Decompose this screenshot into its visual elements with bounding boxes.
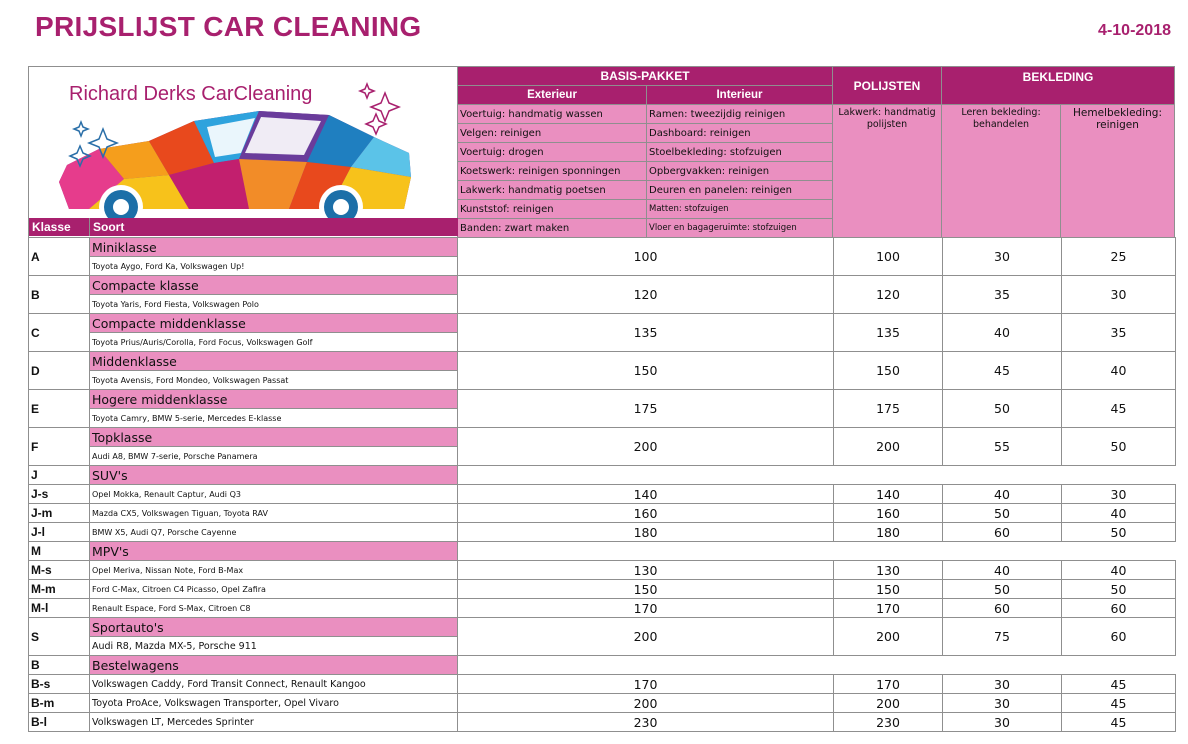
table-row [29, 561, 1176, 580]
logo-area [29, 67, 458, 238]
car-models-cell: Ford C-Max, Citroen C4 Picasso, Opel Zafira [90, 580, 458, 599]
polijsten-price: 200 [834, 428, 943, 466]
klasse-cell: J-l [29, 523, 90, 542]
hemel-price: 60 [1062, 618, 1176, 656]
table-row [29, 314, 1176, 333]
polijsten-price: 200 [834, 694, 943, 713]
logo-text: Richard Derks CarCleaning [69, 83, 313, 105]
soort-header: Soort [93, 220, 125, 234]
hemel-price: 35 [1062, 314, 1176, 352]
basis-item-ext: Koetswerk: reinigen sponningen [458, 162, 647, 181]
exterieur-header: Exterieur [458, 86, 647, 105]
leren-price: 30 [943, 675, 1062, 694]
basis-price: 140 [458, 485, 834, 504]
car-models-cell: Toyota ProAce, Volkswagen Transporter, Opel Vivaro [90, 694, 458, 713]
price-rows [28, 237, 1176, 732]
car-models-cell: Audi A8, BMW 7-serie, Porsche Panamera [90, 447, 458, 466]
interieur-header: Interieur [647, 86, 833, 105]
table-row [29, 504, 1176, 523]
table-row [29, 428, 1176, 447]
basis-item-ext: Voertuig: handmatig wassen [458, 105, 647, 124]
price-table [28, 66, 1175, 238]
basis-price: 170 [458, 675, 834, 694]
basis-header: BASIS-PAKKET [458, 67, 833, 86]
leren-price: 40 [943, 485, 1062, 504]
basis-price: 230 [458, 713, 834, 732]
category-cell: MPV's [90, 542, 458, 561]
hemel-price: 45 [1062, 694, 1176, 713]
basis-price: 150 [458, 580, 834, 599]
leren-price: 40 [943, 561, 1062, 580]
polijsten-price: 135 [834, 314, 943, 352]
leren-price: 55 [943, 428, 1062, 466]
klasse-cell: D [29, 352, 90, 390]
hemel-description: Hemelbekleding: reinigen [1061, 105, 1175, 238]
polijsten-description: Lakwerk: handmatig polijsten [833, 105, 942, 238]
basis-price: 175 [458, 390, 834, 428]
klasse-cell: J [29, 466, 90, 485]
basis-item-int: Matten: stofzuigen [647, 200, 833, 219]
basis-item-int: Deuren en panelen: reinigen [647, 181, 833, 200]
klasse-cell: F [29, 428, 90, 466]
polijsten-price: 120 [834, 276, 943, 314]
polijsten-price: 200 [834, 618, 943, 656]
car-models-cell: Volkswagen Caddy, Ford Transit Connect, Renault Kangoo [90, 675, 458, 694]
category-cell: SUV's [90, 466, 458, 485]
empty-cell [458, 542, 1176, 561]
klasse-cell: J-m [29, 504, 90, 523]
klasse-cell: J-s [29, 485, 90, 504]
basis-item-int: Opbergvakken: reinigen [647, 162, 833, 181]
klasse-cell: S [29, 618, 90, 656]
hemel-price: 50 [1062, 428, 1176, 466]
car-models-cell: Toyota Camry, BMW 5-serie, Mercedes E-klasse [90, 409, 458, 428]
polijsten-price: 150 [834, 352, 943, 390]
hemel-price: 45 [1062, 675, 1176, 694]
klasse-cell: M-m [29, 580, 90, 599]
leren-price: 50 [943, 580, 1062, 599]
hemel-price: 25 [1062, 238, 1176, 276]
basis-price: 200 [458, 428, 834, 466]
car-models-cell: Renault Espace, Ford S-Max, Citroen C8 [90, 599, 458, 618]
basis-price: 180 [458, 523, 834, 542]
category-cell: Bestelwagens [90, 656, 458, 675]
leren-price: 30 [943, 238, 1062, 276]
polijsten-price: 230 [834, 713, 943, 732]
category-cell: Hogere middenklasse [90, 390, 458, 409]
klasse-cell: B [29, 276, 90, 314]
basis-item-int: Stoelbekleding: stofzuigen [647, 143, 833, 162]
polijsten-price: 175 [834, 390, 943, 428]
car-models-cell: Toyota Yaris, Ford Fiesta, Volkswagen Polo [90, 295, 458, 314]
table-row [29, 276, 1176, 295]
table-row [29, 599, 1176, 618]
car-logo-icon [29, 67, 458, 221]
polijsten-price: 130 [834, 561, 943, 580]
leren-description: Leren bekleding: behandelen [942, 105, 1061, 238]
car-models-cell: BMW X5, Audi Q7, Porsche Cayenne [90, 523, 458, 542]
table-row [29, 485, 1176, 504]
category-cell: Compacte klasse [90, 276, 458, 295]
polijsten-price: 160 [834, 504, 943, 523]
klasse-cell: A [29, 238, 90, 276]
polijsten-price: 170 [834, 675, 943, 694]
basis-item-ext: Voertuig: drogen [458, 143, 647, 162]
column-header-bar [29, 218, 458, 236]
klasse-cell: M [29, 542, 90, 561]
car-models-cell: Audi R8, Mazda MX-5, Porsche 911 [90, 637, 458, 656]
leren-price: 45 [943, 352, 1062, 390]
hemel-price: 40 [1062, 504, 1176, 523]
category-cell: Compacte middenklasse [90, 314, 458, 333]
table-row [29, 694, 1176, 713]
basis-item-int: Dashboard: reinigen [647, 124, 833, 143]
basis-item-int: Vloer en bagageruimte: stofzuigen [647, 219, 833, 238]
hemel-price: 45 [1062, 713, 1176, 732]
basis-item-ext: Velgen: reinigen [458, 124, 647, 143]
table-row [29, 713, 1176, 732]
leren-price: 40 [943, 314, 1062, 352]
car-models-cell: Toyota Aygo, Ford Ka, Volkswagen Up! [90, 257, 458, 276]
category-cell: Sportauto's [90, 618, 458, 637]
table-row [29, 238, 1176, 257]
hemel-price: 40 [1062, 561, 1176, 580]
polijsten-price: 180 [834, 523, 943, 542]
polijsten-price: 170 [834, 599, 943, 618]
basis-item-ext: Banden: zwart maken [458, 219, 647, 238]
basis-price: 130 [458, 561, 834, 580]
klasse-cell: E [29, 390, 90, 428]
table-row [29, 675, 1176, 694]
group-row [29, 656, 1176, 675]
leren-price: 60 [943, 523, 1062, 542]
table-row [29, 523, 1176, 542]
category-cell: Miniklasse [90, 238, 458, 257]
basis-price: 200 [458, 694, 834, 713]
basis-price: 100 [458, 238, 834, 276]
klasse-header: Klasse [29, 218, 90, 236]
klasse-cell: B-l [29, 713, 90, 732]
car-models-cell: Toyota Prius/Auris/Corolla, Ford Focus, Volkswagen Golf [90, 333, 458, 352]
leren-price: 50 [943, 390, 1062, 428]
leren-price: 75 [943, 618, 1062, 656]
date-label: 4-10-2018 [1098, 22, 1171, 39]
polijsten-header: POLIJSTEN [833, 67, 942, 105]
polijsten-price: 140 [834, 485, 943, 504]
empty-cell [458, 466, 1176, 485]
table-row [29, 580, 1176, 599]
hemel-price: 50 [1062, 580, 1176, 599]
basis-price: 170 [458, 599, 834, 618]
group-row [29, 542, 1176, 561]
leren-price: 30 [943, 694, 1062, 713]
page-title: PRIJSLIJST CAR CLEANING [35, 11, 422, 42]
car-models-cell: Toyota Avensis, Ford Mondeo, Volkswagen Passat [90, 371, 458, 390]
car-models-cell: Mazda CX5, Volkswagen Tiguan, Toyota RAV [90, 504, 458, 523]
leren-price: 35 [943, 276, 1062, 314]
car-models-cell: Opel Mokka, Renault Captur, Audi Q3 [90, 485, 458, 504]
basis-price: 120 [458, 276, 834, 314]
klasse-cell: M-s [29, 561, 90, 580]
basis-price: 200 [458, 618, 834, 656]
basis-price: 160 [458, 504, 834, 523]
hemel-price: 60 [1062, 599, 1176, 618]
klasse-cell: B [29, 656, 90, 675]
basis-item-ext: Kunststof: reinigen [458, 200, 647, 219]
klasse-cell: B-m [29, 694, 90, 713]
polijsten-price: 100 [834, 238, 943, 276]
car-models-cell: Volkswagen LT, Mercedes Sprinter [90, 713, 458, 732]
hemel-price: 50 [1062, 523, 1176, 542]
empty-cell [458, 656, 1176, 675]
bekleding-header: BEKLEDING [942, 67, 1175, 105]
leren-price: 30 [943, 713, 1062, 732]
category-cell: Topklasse [90, 428, 458, 447]
group-row [29, 466, 1176, 485]
basis-price: 150 [458, 352, 834, 390]
hemel-price: 45 [1062, 390, 1176, 428]
hemel-price: 40 [1062, 352, 1176, 390]
table-row [29, 618, 1176, 637]
polijsten-price: 150 [834, 580, 943, 599]
klasse-cell: C [29, 314, 90, 352]
table-row [29, 390, 1176, 409]
category-cell: Middenklasse [90, 352, 458, 371]
car-models-cell: Opel Meriva, Nissan Note, Ford B-Max [90, 561, 458, 580]
table-row [29, 352, 1176, 371]
klasse-cell: M-l [29, 599, 90, 618]
basis-item-ext: Lakwerk: handmatig poetsen [458, 181, 647, 200]
hemel-price: 30 [1062, 485, 1176, 504]
leren-price: 50 [943, 504, 1062, 523]
basis-price: 135 [458, 314, 834, 352]
klasse-cell: B-s [29, 675, 90, 694]
basis-item-int: Ramen: tweezijdig reinigen [647, 105, 833, 124]
hemel-price: 30 [1062, 276, 1176, 314]
leren-price: 60 [943, 599, 1062, 618]
